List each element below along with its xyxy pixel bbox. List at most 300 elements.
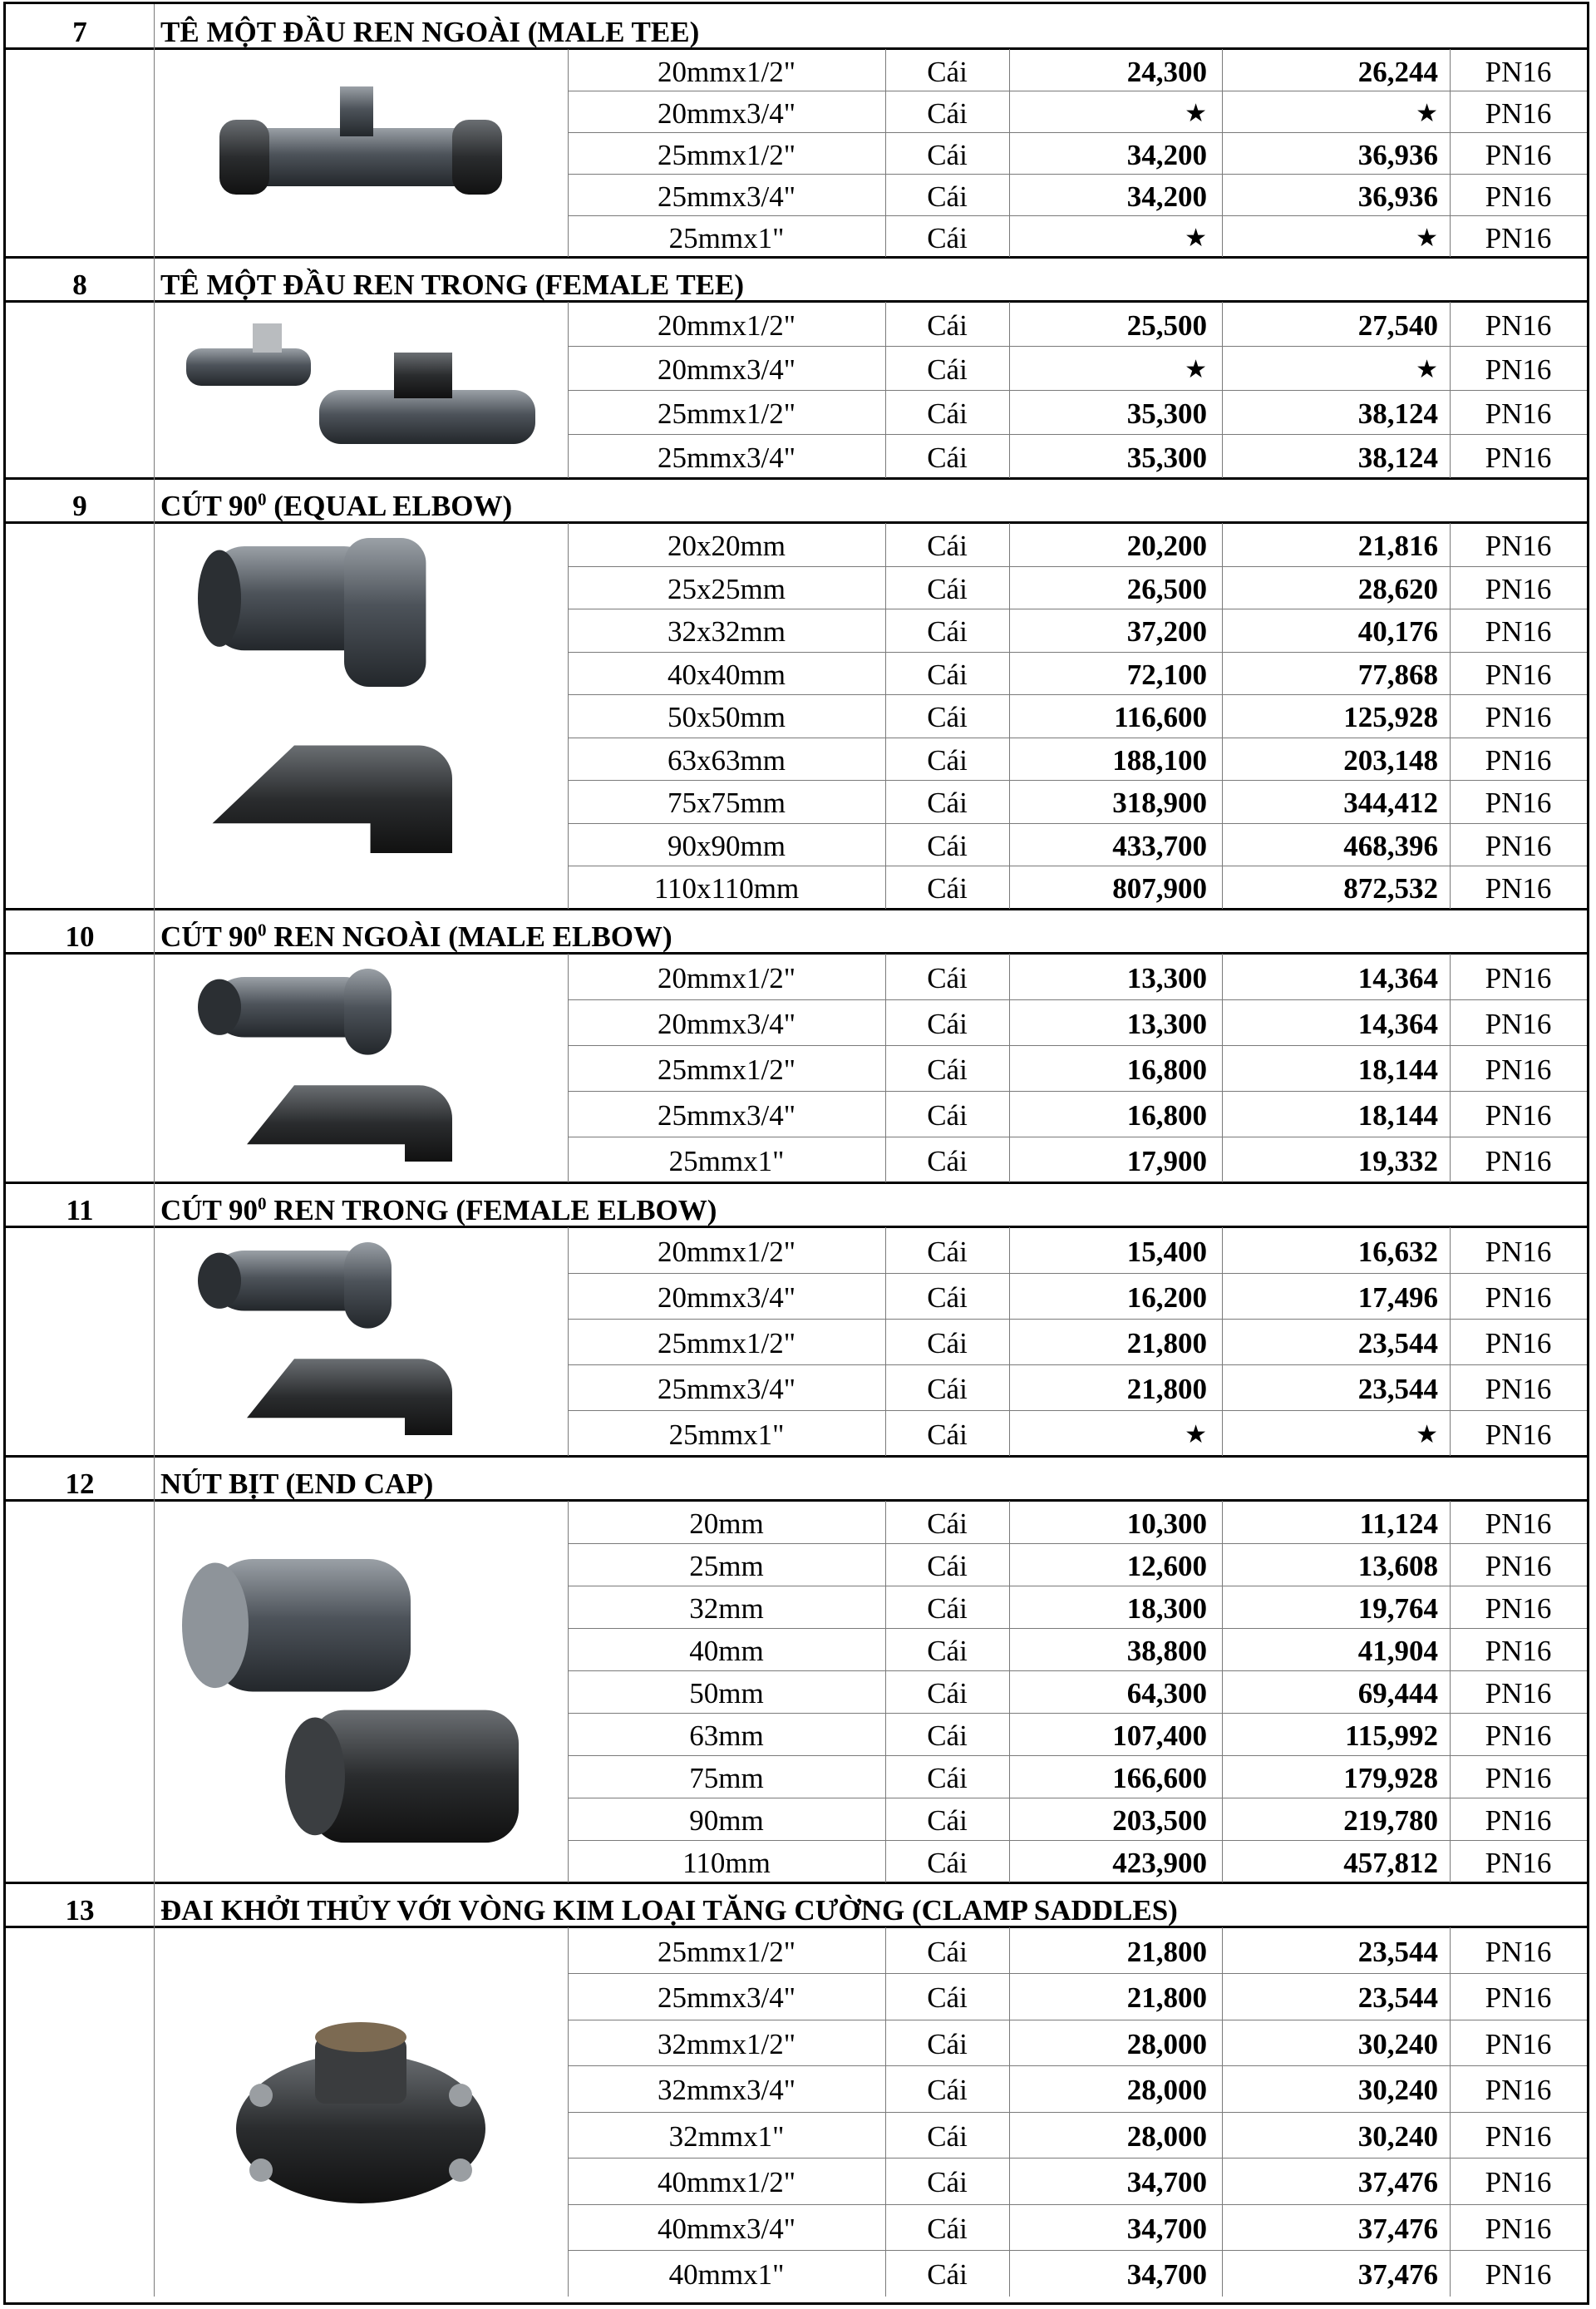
unit-cell: Cái (927, 530, 968, 563)
section-title-text: REN NGOÀI (MALE ELBOW) (266, 920, 672, 953)
pressure-cell: PN16 (1485, 1761, 1552, 1794)
column-divider (154, 257, 155, 302)
price-vat-cell: 21,816 (1357, 530, 1438, 563)
price-cell: 26,500 (1126, 572, 1207, 605)
row-divider (568, 1410, 1587, 1411)
price-vat-cell: 16,632 (1357, 1235, 1438, 1268)
unit-cell: Cái (927, 1372, 968, 1405)
unit-cell: Cái (927, 96, 968, 130)
price-cell: 28,000 (1126, 2119, 1207, 2153)
column-divider (568, 954, 569, 1182)
section-header-divider (6, 47, 1587, 50)
pressure-cell: PN16 (1485, 1326, 1552, 1359)
equal-elbow-photo (170, 530, 551, 902)
column-divider (1009, 1927, 1010, 2297)
clamp-saddle-photo (170, 1934, 551, 2290)
row-divider (568, 1755, 1587, 1756)
unit-cell: Cái (927, 180, 968, 213)
degree-superscript: 0 (258, 489, 267, 510)
column-divider (154, 1182, 155, 1227)
pressure-cell: PN16 (1485, 2074, 1552, 2107)
row-divider (568, 2250, 1587, 2251)
price-cell: 116,600 (1114, 701, 1207, 734)
size-cell: 20mmx3/4" (658, 1007, 796, 1040)
row-divider (568, 2204, 1587, 2205)
column-divider (154, 1227, 155, 1456)
size-cell: 25mmx1/2" (658, 397, 796, 430)
price-vat-cell: 37,476 (1357, 2212, 1438, 2245)
unit-cell: Cái (927, 1846, 968, 1879)
degree-superscript: 0 (258, 919, 267, 940)
price-vat-cell: 17,496 (1357, 1280, 1438, 1314)
column-divider (1009, 954, 1010, 1182)
row-divider (568, 1628, 1587, 1629)
female-tee-photo (170, 308, 551, 471)
price-cell: 16,800 (1126, 1098, 1207, 1132)
pressure-cell: PN16 (1485, 1803, 1552, 1837)
column-divider (154, 4, 155, 49)
size-cell: 20mmx1/2" (658, 1235, 796, 1268)
section-divider (6, 256, 1587, 259)
row-divider (568, 2065, 1587, 2066)
price-vat-cell: ★ (1416, 99, 1438, 127)
column-divider (1009, 1227, 1010, 1456)
pressure-cell: PN16 (1485, 961, 1552, 994)
column-divider (1450, 1927, 1451, 2297)
pressure-cell: PN16 (1485, 872, 1552, 905)
price-cell: 188,100 (1112, 743, 1207, 777)
price-vat-cell: 18,144 (1357, 1098, 1438, 1132)
unit-cell: Cái (927, 1507, 968, 1540)
size-cell: 25mm (689, 1549, 764, 1582)
price-cell: 807,900 (1112, 872, 1207, 905)
price-vat-cell: 19,332 (1357, 1144, 1438, 1177)
unit-cell: Cái (927, 2166, 968, 2199)
unit-cell: Cái (927, 1803, 968, 1837)
size-cell: 75x75mm (667, 787, 786, 820)
row-divider (568, 132, 1587, 133)
section-title (160, 919, 672, 953)
unit-cell: Cái (927, 829, 968, 862)
column-divider (1222, 302, 1223, 478)
size-cell: 90mm (689, 1803, 764, 1837)
price-vat-cell: 30,240 (1357, 2074, 1438, 2107)
column-divider (1222, 1227, 1223, 1456)
column-divider (568, 523, 569, 909)
pressure-cell: PN16 (1485, 1591, 1552, 1625)
price-cell: 34,200 (1126, 138, 1207, 171)
pressure-cell: PN16 (1485, 55, 1552, 88)
unit-cell: Cái (927, 961, 968, 994)
row-divider (568, 1273, 1587, 1274)
price-table (3, 2, 1589, 2305)
pressure-cell: PN16 (1485, 442, 1552, 474)
degree-superscript: 0 (258, 1192, 267, 1213)
unit-cell: Cái (927, 1719, 968, 1752)
price-cell: 166,600 (1112, 1761, 1207, 1794)
row-divider (568, 999, 1587, 1000)
pressure-cell: PN16 (1485, 397, 1552, 430)
size-cell: 20mmx3/4" (658, 353, 796, 386)
row-divider (568, 566, 1587, 567)
price-cell: 18,300 (1126, 1591, 1207, 1625)
pressure-cell: PN16 (1485, 1235, 1552, 1268)
unit-cell: Cái (927, 1634, 968, 1667)
column-divider (1222, 954, 1223, 1182)
price-cell: 34,200 (1126, 180, 1207, 213)
section-number: 13 (65, 1893, 95, 1927)
column-divider (1222, 523, 1223, 909)
column-divider (154, 523, 155, 909)
size-cell: 63mm (689, 1719, 764, 1752)
pressure-cell: PN16 (1485, 221, 1552, 254)
size-cell: 25mmx3/4" (658, 1098, 796, 1132)
section-header-divider (6, 1499, 1587, 1502)
pressure-cell: PN16 (1485, 1634, 1552, 1667)
column-divider (1450, 523, 1451, 909)
size-cell: 20mm (689, 1507, 764, 1540)
pressure-cell: PN16 (1485, 572, 1552, 605)
pressure-cell: PN16 (1485, 1981, 1552, 2015)
price-cell: 10,300 (1126, 1507, 1207, 1540)
male-elbow-photo (170, 960, 551, 1176)
size-cell: 32mmx1/2" (658, 2027, 796, 2060)
price-cell: 34,700 (1126, 2258, 1207, 2292)
size-cell: 50mm (689, 1676, 764, 1710)
price-cell: 21,800 (1126, 1326, 1207, 1359)
unit-cell: Cái (927, 572, 968, 605)
unit-cell: Cái (927, 2212, 968, 2245)
unit-cell: Cái (927, 743, 968, 777)
unit-cell: Cái (927, 658, 968, 691)
size-cell: 20mmx1/2" (658, 961, 796, 994)
section-number: 12 (65, 1467, 95, 1500)
price-cell: 423,900 (1112, 1846, 1207, 1879)
price-cell: 38,800 (1126, 1634, 1207, 1667)
column-divider (154, 1927, 155, 2297)
size-cell: 20mmx1/2" (658, 309, 796, 342)
unit-cell: Cái (927, 1280, 968, 1314)
size-cell: 25mmx3/4" (658, 442, 796, 474)
section-title: TÊ MỘT ĐẦU REN TRONG (FEMALE TEE) (160, 269, 745, 301)
unit-cell: Cái (927, 1053, 968, 1086)
row-divider (568, 2158, 1587, 2159)
section-divider (6, 1882, 1587, 1884)
price-cell: 21,800 (1126, 1935, 1207, 1968)
price-cell: 34,700 (1126, 2212, 1207, 2245)
column-divider (568, 1927, 569, 2297)
row-divider (568, 390, 1587, 391)
unit-cell: Cái (927, 1098, 968, 1132)
pressure-cell: PN16 (1485, 1007, 1552, 1040)
row-divider (568, 1091, 1587, 1092)
row-divider (568, 1319, 1587, 1320)
column-divider (568, 49, 569, 257)
pressure-cell: PN16 (1485, 787, 1552, 820)
price-cell: 25,500 (1126, 309, 1207, 342)
price-cell: 433,700 (1112, 829, 1207, 862)
column-divider (885, 1927, 886, 2297)
section-divider (6, 1455, 1587, 1458)
price-cell: 21,800 (1126, 1372, 1207, 1405)
column-divider (1222, 49, 1223, 257)
price-cell: 21,800 (1126, 1981, 1207, 2015)
column-divider (568, 302, 569, 478)
price-vat-cell: ★ (1416, 224, 1438, 252)
pressure-cell: PN16 (1485, 1935, 1552, 1968)
price-cell: ★ (1185, 356, 1207, 383)
column-divider (1222, 1927, 1223, 2297)
unit-cell: Cái (927, 615, 968, 649)
size-cell: 25mmx1/2" (658, 1935, 796, 1968)
section-title-text: CÚT 90 (160, 490, 259, 522)
pressure-cell: PN16 (1485, 96, 1552, 130)
unit-cell: Cái (927, 2258, 968, 2292)
price-vat-cell: 26,244 (1357, 55, 1438, 88)
price-vat-cell: 219,780 (1343, 1803, 1438, 1837)
row-divider (568, 2112, 1587, 2113)
price-cell: 28,000 (1126, 2074, 1207, 2107)
price-vat-cell: 37,476 (1357, 2258, 1438, 2292)
price-cell: ★ (1185, 99, 1207, 127)
section-title: NÚT BỊT (END CAP) (160, 1467, 434, 1500)
price-vat-cell: 14,364 (1357, 1007, 1438, 1040)
unit-cell: Cái (927, 1981, 968, 2015)
price-vat-cell: 125,928 (1343, 701, 1438, 734)
column-divider (885, 1501, 886, 1882)
price-cell: 203,500 (1112, 1803, 1207, 1837)
pressure-cell: PN16 (1485, 1549, 1552, 1582)
section-title (160, 1192, 717, 1226)
pressure-cell: PN16 (1485, 530, 1552, 563)
price-cell: 13,300 (1126, 1007, 1207, 1040)
price-vat-cell: ★ (1416, 356, 1438, 383)
pressure-cell: PN16 (1485, 1280, 1552, 1314)
price-cell: 16,800 (1126, 1053, 1207, 1086)
size-cell: 20mmx3/4" (658, 1280, 796, 1314)
price-vat-cell: 344,412 (1343, 787, 1438, 820)
column-divider (154, 478, 155, 523)
size-cell: 40mmx1/2" (658, 2166, 796, 2199)
pressure-cell: PN16 (1485, 138, 1552, 171)
price-cell: 24,300 (1126, 55, 1207, 88)
unit-cell: Cái (927, 1007, 968, 1040)
size-cell: 25mmx3/4" (658, 1981, 796, 2015)
size-cell: 32mmx3/4" (658, 2074, 796, 2107)
column-divider (1222, 1501, 1223, 1882)
pressure-cell: PN16 (1485, 2166, 1552, 2199)
pressure-cell: PN16 (1485, 2027, 1552, 2060)
row-divider (568, 1713, 1587, 1714)
size-cell: 40mmx1" (668, 2258, 785, 2292)
pressure-cell: PN16 (1485, 743, 1552, 777)
price-vat-cell: 457,812 (1343, 1846, 1438, 1879)
price-cell: 13,300 (1126, 961, 1207, 994)
size-cell: 40x40mm (667, 658, 786, 691)
section-title: TÊ MỘT ĐẦU REN NGOÀI (MALE TEE) (160, 16, 700, 48)
unit-cell: Cái (927, 138, 968, 171)
price-vat-cell: 36,936 (1357, 180, 1438, 213)
price-cell: ★ (1185, 1420, 1207, 1448)
section-title-text: CÚT 90 (160, 920, 259, 953)
row-divider (568, 1543, 1587, 1544)
price-vat-cell: 41,904 (1357, 1634, 1438, 1667)
pressure-cell: PN16 (1485, 353, 1552, 386)
row-divider (568, 1973, 1587, 1974)
price-cell: 37,200 (1126, 615, 1207, 649)
column-divider (568, 1227, 569, 1456)
price-cell: 107,400 (1112, 1719, 1207, 1752)
price-cell: 17,900 (1126, 1144, 1207, 1177)
size-cell: 25mmx3/4" (658, 1372, 796, 1405)
section-title-text: REN TRONG (FEMALE ELBOW) (266, 1193, 717, 1226)
unit-cell: Cái (927, 701, 968, 734)
price-vat-cell: 23,544 (1357, 1981, 1438, 2015)
price-vat-cell: 19,764 (1357, 1591, 1438, 1625)
size-cell: 110x110mm (653, 872, 800, 905)
column-divider (885, 302, 886, 478)
price-vat-cell: 69,444 (1357, 1676, 1438, 1710)
column-divider (154, 49, 155, 257)
pressure-cell: PN16 (1485, 1418, 1552, 1451)
unit-cell: Cái (927, 1549, 968, 1582)
size-cell: 20mmx3/4" (658, 96, 796, 130)
column-divider (885, 49, 886, 257)
section-number: 7 (72, 16, 87, 48)
column-divider (154, 954, 155, 1182)
price-vat-cell: 30,240 (1357, 2119, 1438, 2153)
column-divider (885, 1227, 886, 1456)
price-cell: 15,400 (1126, 1235, 1207, 1268)
size-cell: 32x32mm (667, 615, 786, 649)
unit-cell: Cái (927, 1591, 968, 1625)
unit-cell: Cái (927, 442, 968, 474)
pressure-cell: PN16 (1485, 1098, 1552, 1132)
price-vat-cell: 18,144 (1357, 1053, 1438, 1086)
pressure-cell: PN16 (1485, 658, 1552, 691)
section-header-divider (6, 952, 1587, 955)
pressure-cell: PN16 (1485, 701, 1552, 734)
row-divider (568, 174, 1587, 175)
price-cell: 20,200 (1126, 530, 1207, 563)
pressure-cell: PN16 (1485, 829, 1552, 862)
unit-cell: Cái (927, 2119, 968, 2153)
column-divider (885, 954, 886, 1182)
price-vat-cell: 27,540 (1357, 309, 1438, 342)
pressure-cell: PN16 (1485, 309, 1552, 342)
unit-cell: Cái (927, 1235, 968, 1268)
price-vat-cell: 179,928 (1343, 1761, 1438, 1794)
price-cell: 16,200 (1126, 1280, 1207, 1314)
pressure-cell: PN16 (1485, 2119, 1552, 2153)
unit-cell: Cái (927, 872, 968, 905)
column-divider (1450, 302, 1451, 478)
pressure-cell: PN16 (1485, 1144, 1552, 1177)
price-vat-cell: 23,544 (1357, 1326, 1438, 1359)
section-title-text: (EQUAL ELBOW) (266, 490, 513, 522)
price-vat-cell: 30,240 (1357, 2027, 1438, 2060)
pressure-cell: PN16 (1485, 2212, 1552, 2245)
size-cell: 25mmx1/2" (658, 1326, 796, 1359)
column-divider (1009, 1501, 1010, 1882)
price-cell: 28,000 (1126, 2027, 1207, 2060)
section-header-divider (6, 521, 1587, 524)
column-divider (1009, 302, 1010, 478)
size-cell: 90x90mm (667, 829, 786, 862)
price-cell: 318,900 (1112, 787, 1207, 820)
unit-cell: Cái (927, 1418, 968, 1451)
female-elbow-photo (170, 1234, 551, 1449)
row-divider (568, 652, 1587, 653)
row-divider (568, 1670, 1587, 1671)
unit-cell: Cái (927, 787, 968, 820)
column-divider (568, 1501, 569, 1882)
size-cell: 75mm (689, 1761, 764, 1794)
size-cell: 25mmx1" (668, 1144, 785, 1177)
size-cell: 32mmx1" (668, 2119, 785, 2153)
section-divider (6, 477, 1587, 480)
pressure-cell: PN16 (1485, 1719, 1552, 1752)
pressure-cell: PN16 (1485, 1507, 1552, 1540)
size-cell: 110mm (682, 1846, 771, 1879)
size-cell: 25mmx1/2" (658, 1053, 796, 1086)
price-vat-cell: 115,992 (1345, 1719, 1438, 1752)
column-divider (1450, 954, 1451, 1182)
unit-cell: Cái (927, 1935, 968, 1968)
section-number: 11 (66, 1193, 94, 1226)
column-divider (154, 302, 155, 478)
unit-cell: Cái (927, 397, 968, 430)
size-cell: 50x50mm (667, 701, 786, 734)
unit-cell: Cái (927, 55, 968, 88)
row-divider (568, 1045, 1587, 1046)
price-cell: 72,100 (1126, 658, 1207, 691)
price-cell: ★ (1185, 224, 1207, 252)
row-divider (568, 823, 1587, 824)
price-cell: 35,300 (1126, 442, 1207, 474)
size-cell: 25mmx1" (668, 1418, 785, 1451)
unit-cell: Cái (927, 221, 968, 254)
column-divider (154, 1501, 155, 1882)
section-header-divider (6, 1926, 1587, 1928)
row-divider (568, 780, 1587, 781)
row-divider (568, 346, 1587, 347)
size-cell: 20mmx1/2" (658, 55, 796, 88)
row-divider (568, 694, 1587, 695)
column-divider (885, 523, 886, 909)
size-cell: 40mmx3/4" (658, 2212, 796, 2245)
price-cell: 35,300 (1126, 397, 1207, 430)
price-cell: 12,600 (1126, 1549, 1207, 1582)
price-vat-cell: 23,544 (1357, 1372, 1438, 1405)
pressure-cell: PN16 (1485, 1053, 1552, 1086)
column-divider (1009, 523, 1010, 909)
pressure-cell: PN16 (1485, 1846, 1552, 1879)
size-cell: 25mmx3/4" (658, 180, 796, 213)
unit-cell: Cái (927, 1144, 968, 1177)
section-title (160, 491, 512, 521)
price-vat-cell: ★ (1416, 1420, 1438, 1448)
price-vat-cell: 468,396 (1343, 829, 1438, 862)
end-cap-photo (170, 1507, 551, 1876)
price-vat-cell: 77,868 (1357, 658, 1438, 691)
section-header-divider (6, 300, 1587, 303)
unit-cell: Cái (927, 2027, 968, 2060)
pressure-cell: PN16 (1485, 1676, 1552, 1710)
price-vat-cell: 38,124 (1357, 397, 1438, 430)
row-divider (568, 1840, 1587, 1841)
unit-cell: Cái (927, 2074, 968, 2107)
